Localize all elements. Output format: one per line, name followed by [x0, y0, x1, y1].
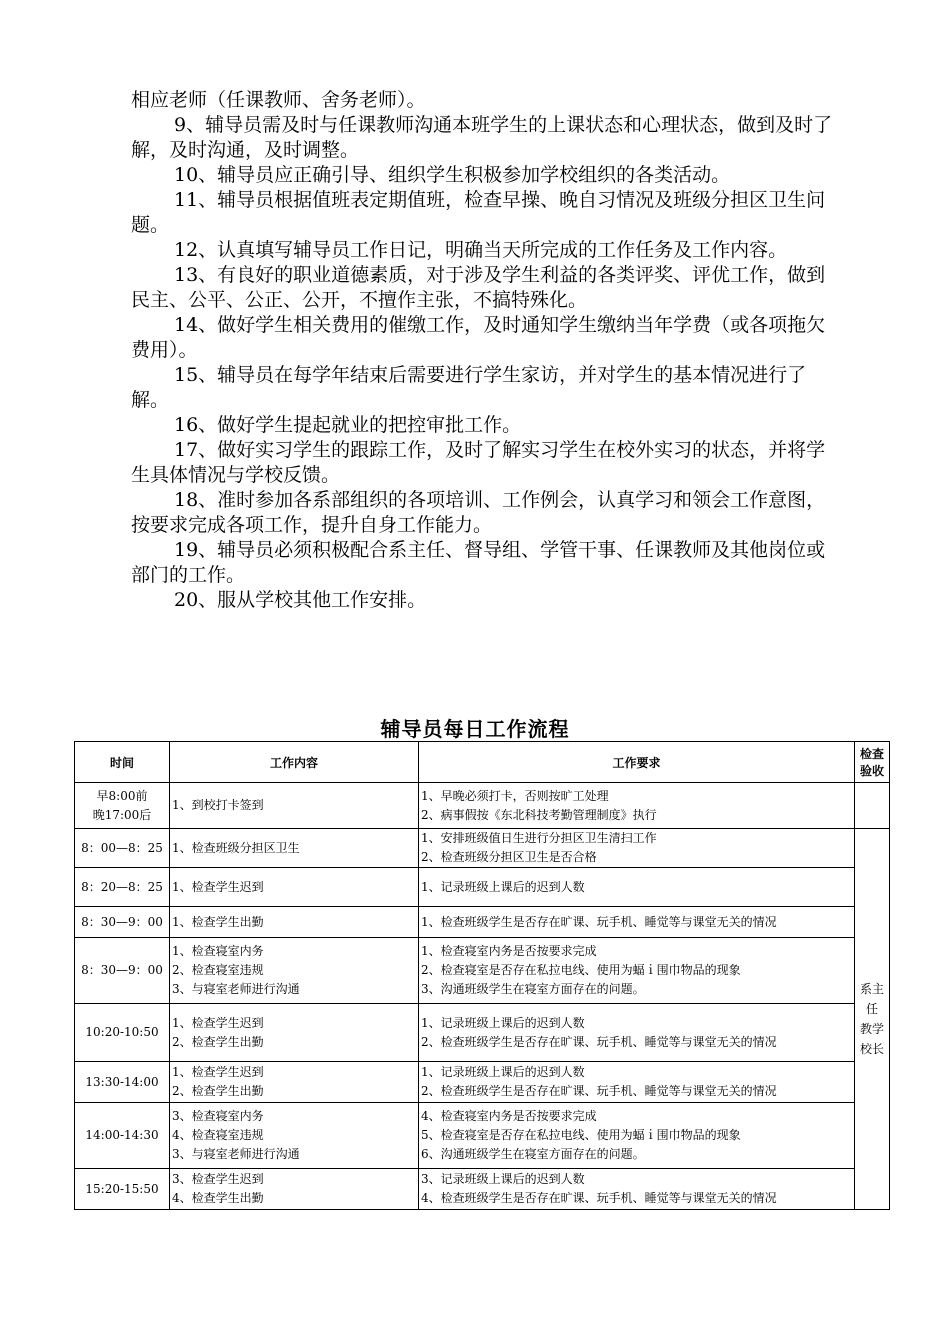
requirement-cell	[419, 1062, 855, 1103]
requirement-cell-line: 2、检查寝室是否存在私拉电线、使用为蝠ｉ围巾物品的现象	[421, 963, 741, 977]
time-cell	[75, 1004, 170, 1062]
header-check-line: 检查	[859, 747, 884, 761]
table-row	[75, 829, 890, 868]
time-cell-line: 8：00—8：25	[81, 840, 163, 855]
content-cell-line: 1、检查学生迟到	[172, 1065, 264, 1079]
requirement-cell-line: 3、沟通班级学生在寝室方面存在的问题。	[421, 982, 645, 996]
paragraph: 11、辅导员根据值班表定期值班，检查早操、晚自习情况及班级分担区卫生问题。	[131, 189, 826, 236]
time-cell-line: 14:00-14:30	[85, 1128, 159, 1142]
requirement-cell	[419, 1103, 855, 1169]
requirement-cell-line: 1、检查寝室内务是否按要求完成	[421, 944, 597, 958]
table-row	[75, 907, 890, 938]
time-cell	[75, 1062, 170, 1103]
paragraph: 20、服从学校其他工作安排。	[174, 589, 427, 611]
content-cell	[170, 1103, 419, 1169]
check-line: 校长	[859, 1042, 884, 1056]
check-acceptance-cell	[855, 829, 890, 1210]
content-cell	[170, 938, 419, 1004]
paragraph: 13、有良好的职业道德素质，对于涉及学生利益的各类评奖、评优工作，做到民主、公平、公正、公开，不擅作主张，不搞特殊化。	[131, 264, 826, 311]
requirement-cell	[419, 1004, 855, 1062]
paragraph: 16、做好学生提起就业的把控审批工作。	[174, 414, 522, 436]
duties-text	[131, 88, 843, 613]
table-row	[75, 1103, 890, 1169]
requirement-cell	[419, 868, 855, 907]
requirement-cell	[419, 783, 855, 829]
time-cell	[75, 907, 170, 938]
content-cell	[170, 1062, 419, 1103]
time-cell-line: 早8:00前	[96, 788, 148, 803]
content-cell	[170, 868, 419, 907]
time-cell-line: 15:20-15:50	[85, 1181, 159, 1196]
paragraph: 18、准时参加各系部组织的各项培训、工作例会，认真学习和领会工作意图，按要求完成各项工作，提升自身工作能力。	[131, 489, 826, 536]
header-check	[855, 742, 890, 783]
requirement-cell-line: 4、检查寝室内务是否按要求完成	[421, 1109, 597, 1123]
table-row	[75, 1062, 890, 1103]
table-header-row	[75, 742, 890, 783]
content-cell-line: 2、检查学生出勤	[172, 1034, 264, 1049]
requirement-cell-line: 1、记录班级上课后的迟到人数	[421, 879, 585, 894]
content-cell-line: 3、与寝室老师进行沟通	[172, 1147, 300, 1161]
requirement-cell-line: 4、检查班级学生是否存在旷课、玩手机、睡觉等与课堂无关的情况	[421, 1191, 777, 1205]
content-cell-line: 4、检查学生出勤	[172, 1191, 264, 1205]
workflow-table	[74, 741, 890, 1210]
header-requirement: 工作要求	[419, 742, 855, 783]
requirement-cell	[419, 829, 855, 868]
content-cell	[170, 1004, 419, 1062]
time-cell-line: 8：20—8：25	[81, 879, 163, 894]
time-cell	[75, 868, 170, 907]
content-cell	[170, 783, 419, 829]
table-body	[75, 783, 890, 1210]
header-content: 工作内容	[170, 742, 419, 783]
requirement-cell-line: 1、检查班级学生是否存在旷课、玩手机、睡觉等与课堂无关的情况	[421, 914, 777, 929]
content-cell-line: 2、检查寝室违规	[172, 963, 264, 977]
paragraph: 相应老师（任课教师、舍务老师）。	[131, 89, 426, 111]
requirement-cell	[419, 938, 855, 1004]
check-line: 任	[865, 1002, 878, 1016]
time-cell-line: 8：30—9：00	[81, 963, 163, 977]
paragraph: 15、辅导员在每学年结束后需要进行学生家访，并对学生的基本情况进行了解。	[131, 364, 807, 411]
content-cell	[170, 907, 419, 938]
content-cell-line: 3、检查学生迟到	[172, 1172, 264, 1186]
requirement-cell-line: 3、记录班级上课后的迟到人数	[421, 1172, 585, 1186]
table-row	[75, 1169, 890, 1210]
content-cell-line: 1、检查学生迟到	[172, 879, 264, 894]
paragraph: 14、做好学生相关费用的催缴工作，及时通知学生缴纳当年学费（或各项拖欠费用）。	[131, 314, 826, 361]
requirement-cell	[419, 1169, 855, 1210]
requirement-cell-line: 1、记录班级上课后的迟到人数	[421, 1065, 585, 1079]
content-cell-line: 1、检查学生出勤	[172, 914, 264, 929]
check-line: 系主	[859, 982, 884, 996]
table-title: 辅导员每日工作流程	[380, 717, 570, 741]
time-cell	[75, 829, 170, 868]
requirement-cell-line: 1、记录班级上课后的迟到人数	[421, 1015, 585, 1030]
table-row	[75, 868, 890, 907]
requirement-cell-line: 2、病事假按《东北科技考勤管理制度》执行	[421, 807, 657, 822]
requirement-cell-line: 5、检查寝室是否存在私拉电线、使用为蝠ｉ围巾物品的现象	[421, 1128, 741, 1142]
requirement-cell-line: 2、检查班级学生是否存在旷课、玩手机、睡觉等与课堂无关的情况	[421, 1034, 777, 1049]
time-cell-line: 10:20-10:50	[85, 1025, 159, 1039]
check-cell-empty	[855, 783, 890, 829]
time-cell-line: 晚17:00后	[92, 807, 152, 822]
content-cell-line: 2、检查学生出勤	[172, 1084, 264, 1098]
table-row	[75, 783, 890, 829]
header-check-line: 验收	[859, 764, 884, 778]
time-cell	[75, 783, 170, 829]
content-cell-line: 1、到校打卡签到	[172, 798, 264, 812]
content-cell-line: 1、检查学生迟到	[172, 1015, 264, 1030]
table-row	[75, 1004, 890, 1062]
table-row	[75, 938, 890, 1004]
time-cell	[75, 1169, 170, 1210]
content-cell	[170, 1169, 419, 1210]
requirement-cell-line: 2、检查班级学生是否存在旷课、玩手机、睡觉等与课堂无关的情况	[421, 1084, 777, 1098]
requirement-cell-line: 6、沟通班级学生在寝室方面存在的问题。	[421, 1147, 645, 1161]
content-cell-line: 3、检查寝室内务	[172, 1109, 264, 1123]
paragraph: 12、认真填写辅导员工作日记，明确当天所完成的工作任务及工作内容。	[174, 239, 788, 261]
content-cell-line: 1、检查寝室内务	[172, 944, 264, 958]
content-cell-line: 1、检查班级分担区卫生	[172, 840, 300, 855]
content-cell-line: 3、与寝室老师进行沟通	[172, 982, 300, 996]
content-cell-line: 4、检查寝室违规	[172, 1128, 264, 1142]
check-line: 教学	[859, 1022, 884, 1036]
requirement-cell-line: 1、早晚必须打卡，否则按旷工处理	[421, 788, 609, 803]
paragraph: 9、辅导员需及时与任课教师沟通本班学生的上课状态和心理状态，做到及时了解，及时沟通，及时调整。	[131, 114, 833, 161]
requirement-cell-line: 1、安排班级值日生进行分担区卫生清扫工作	[421, 831, 657, 845]
header-time: 时间	[75, 742, 170, 783]
time-cell	[75, 1103, 170, 1169]
requirement-cell-line: 2、检查班级分担区卫生是否合格	[421, 850, 597, 864]
time-cell-line: 13:30-14:00	[85, 1074, 159, 1089]
content-cell	[170, 829, 419, 868]
time-cell-line: 8：30—9：00	[81, 914, 163, 929]
paragraph: 10、辅导员应正确引导、组织学生积极参加学校组织的各类活动。	[174, 164, 731, 186]
paragraph: 19、辅导员必须积极配合系主任、督导组、学管干事、任课教师及其他岗位或部门的工作。	[131, 539, 826, 586]
time-cell	[75, 938, 170, 1004]
paragraph: 17、做好实习学生的跟踪工作，及时了解实习学生在校外实习的状态，并将学生具体情况与学校反馈。	[131, 439, 826, 486]
requirement-cell	[419, 907, 855, 938]
